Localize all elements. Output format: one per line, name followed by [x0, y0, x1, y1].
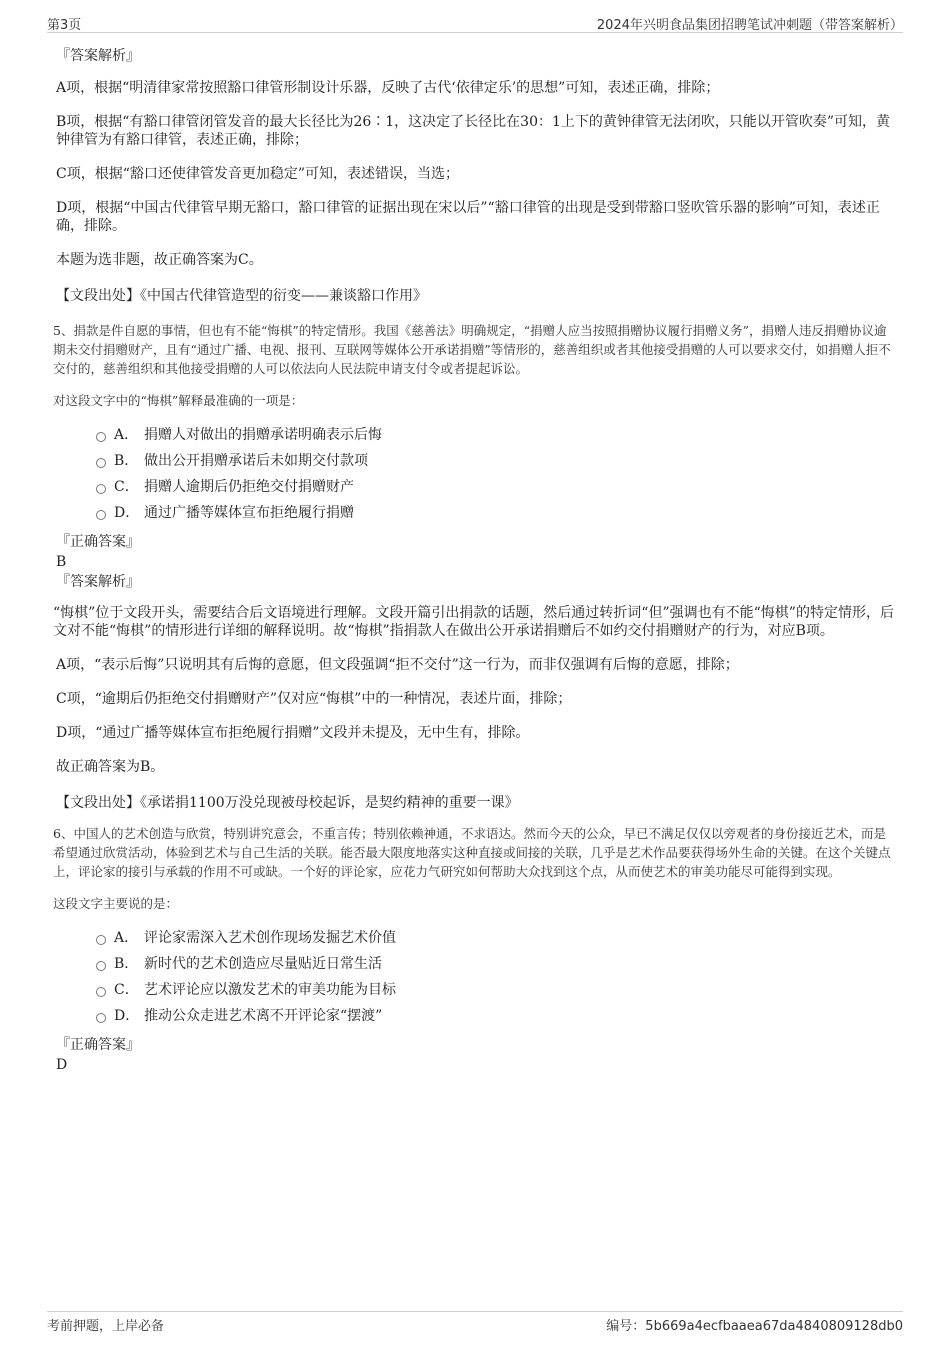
page-header [47, 14, 903, 33]
option-b[interactable]: B． 新时代的艺术创造应尽量贴近日常生活 [56, 951, 896, 977]
radio-icon[interactable] [96, 961, 106, 971]
answer-analysis-label: 『答案解析』 [56, 48, 140, 64]
radio-icon[interactable] [96, 510, 106, 520]
answer-options [56, 925, 896, 1029]
document-body [53, 46, 896, 1075]
correct-answer-label: 『正确答案』 [56, 534, 140, 550]
question-stem: 6、中国人的艺术创造与欣赏，特别讲究意会，不重言传；特别依赖神通，不求语达。然而今天的公众，早已不满足仅仅以旁观者的身份接近艺术，而是希望通过欣赏活动，体验到艺术与自己生活的关联。能否最大限度地落实这种直接或间接的关联，几乎是艺术作品要获得场外生命的关键。在这个关键点上，评论家的接引与承载的作用不可或缺。一个好的评论家，应花力气研究如何帮助大众找到这个点，从而使艺术的审美功能尽可能得到实现。 [53, 826, 891, 879]
answer-options [56, 422, 896, 526]
analysis-paragraph: D项，“通过广播等媒体宣布拒绝履行捐赠”文段并未提及，无中生有，排除。 [56, 725, 530, 741]
footer-slogan: 考前押题，上岸必备 [47, 1319, 165, 1334]
page-footer [47, 1311, 903, 1334]
option-d[interactable]: D． 推动公众走进艺术离不开评论家“摆渡” [56, 1003, 896, 1029]
correct-answer-label: 『正确答案』 [56, 1037, 140, 1053]
analysis-paragraph: A项，“表示后悔”只说明其有后悔的意愿，但文段强调“拒不交付”这一行为，而非仅强调有后悔的意愿，排除； [56, 657, 739, 673]
analysis-paragraph: C项，“逾期后仍拒绝交付捐赠财产”仅对应“悔棋”中的一种情况，表述片面，排除； [56, 691, 572, 707]
radio-icon[interactable] [96, 1013, 106, 1023]
analysis-conclusion: 本题为选非题，故正确答案为C。 [56, 252, 263, 268]
answer-analysis-label: 『答案解析』 [56, 574, 140, 590]
analysis-paragraph: “悔棋”位于文段开头，需要结合后文语境进行理解。文段开篇引出捐款的话题，然后通过转折词“但”强调也有不能“悔棋”的特定情形，后文对不能“悔棋”的情形进行详细的解释说明。故“悔棋”指捐款人在做出公开承诺捐赠后不如约交付捐赠财产的行为，对应B项。 [53, 605, 894, 639]
radio-icon[interactable] [96, 935, 106, 945]
document-id: 编号：5b669a4ecfbaaea67da4840809128db0 [606, 1319, 903, 1334]
option-b[interactable]: B． 做出公开捐赠承诺后未如期交付款项 [56, 448, 896, 474]
option-c[interactable]: C． 捐赠人逾期后仍拒绝交付捐赠财产 [56, 474, 896, 500]
question-stem: 5、捐款是件自愿的事情，但也有不能“悔棋”的特定情形。我国《慈善法》明确规定，“捐赠人应当按照捐赠协议履行捐赠义务”，捐赠人违反捐赠协议逾期未交付捐赠财产，且有“通过广播、电视、报刊、互联网等媒体公开承诺捐赠”等情形的，慈善组织或者其他接受捐赠的人可以要求交付，如捐赠人拒不交付的，慈善组织和其他接受捐赠的人可以依法向人民法院申请支付令或者提起诉讼。 [53, 323, 891, 376]
document-title: 2024年兴明食品集团招聘笔试冲刺题（带答案解析） [596, 18, 903, 33]
analysis-paragraph: A项，根据“明清律家常按照豁口律管形制设计乐器，反映了古代‘依律定乐’的思想”可知，表述正确，排除； [56, 80, 720, 96]
analysis-conclusion: 故正确答案为B。 [56, 759, 165, 775]
radio-icon[interactable] [96, 458, 106, 468]
option-a[interactable]: A． 评论家需深入艺术创作现场发掘艺术价值 [56, 925, 896, 951]
radio-icon[interactable] [96, 987, 106, 997]
analysis-paragraph: D项，根据“中国古代律管早期无豁口，豁口律管的证据出现在宋以后”“豁口律管的出现是受到带豁口竖吹管乐器的影响”可知，表述正确，排除。 [56, 200, 880, 234]
option-d[interactable]: D． 通过广播等媒体宣布拒绝履行捐赠 [56, 500, 896, 526]
radio-icon[interactable] [96, 484, 106, 494]
question-prompt: 这段文字主要说的是： [53, 895, 179, 911]
source-citation: 【文段出处】《中国古代律管造型的衍变——兼谈豁口作用》 [56, 288, 427, 304]
question-prompt: 对这段文字中的“悔棋”解释最准确的一项是： [53, 392, 304, 408]
option-a[interactable]: A． 捐赠人对做出的捐赠承诺明确表示后悔 [56, 422, 896, 448]
correct-answer-value: D [56, 1057, 68, 1073]
analysis-paragraph: B项，根据“有豁口律管闭管发音的最大长径比为26∶1，这决定了长径比在30：1上下的黄钟律管无法闭吹，只能以开管吹奏”可知，黄钟律管为有豁口律管，表述正确，排除； [56, 114, 891, 148]
analysis-paragraph: C项，根据“豁口还使律管发音更加稳定”可知，表述错误，当选； [56, 166, 460, 182]
source-citation: 【文段出处】《承诺捐1100万没兑现被母校起诉，是契约精神的重要一课》 [56, 795, 519, 811]
radio-icon[interactable] [96, 432, 106, 442]
page-number: 第3页 [47, 18, 82, 33]
correct-answer-value: B [56, 554, 67, 570]
option-c[interactable]: C． 艺术评论应以激发艺术的审美功能为目标 [56, 977, 896, 1003]
